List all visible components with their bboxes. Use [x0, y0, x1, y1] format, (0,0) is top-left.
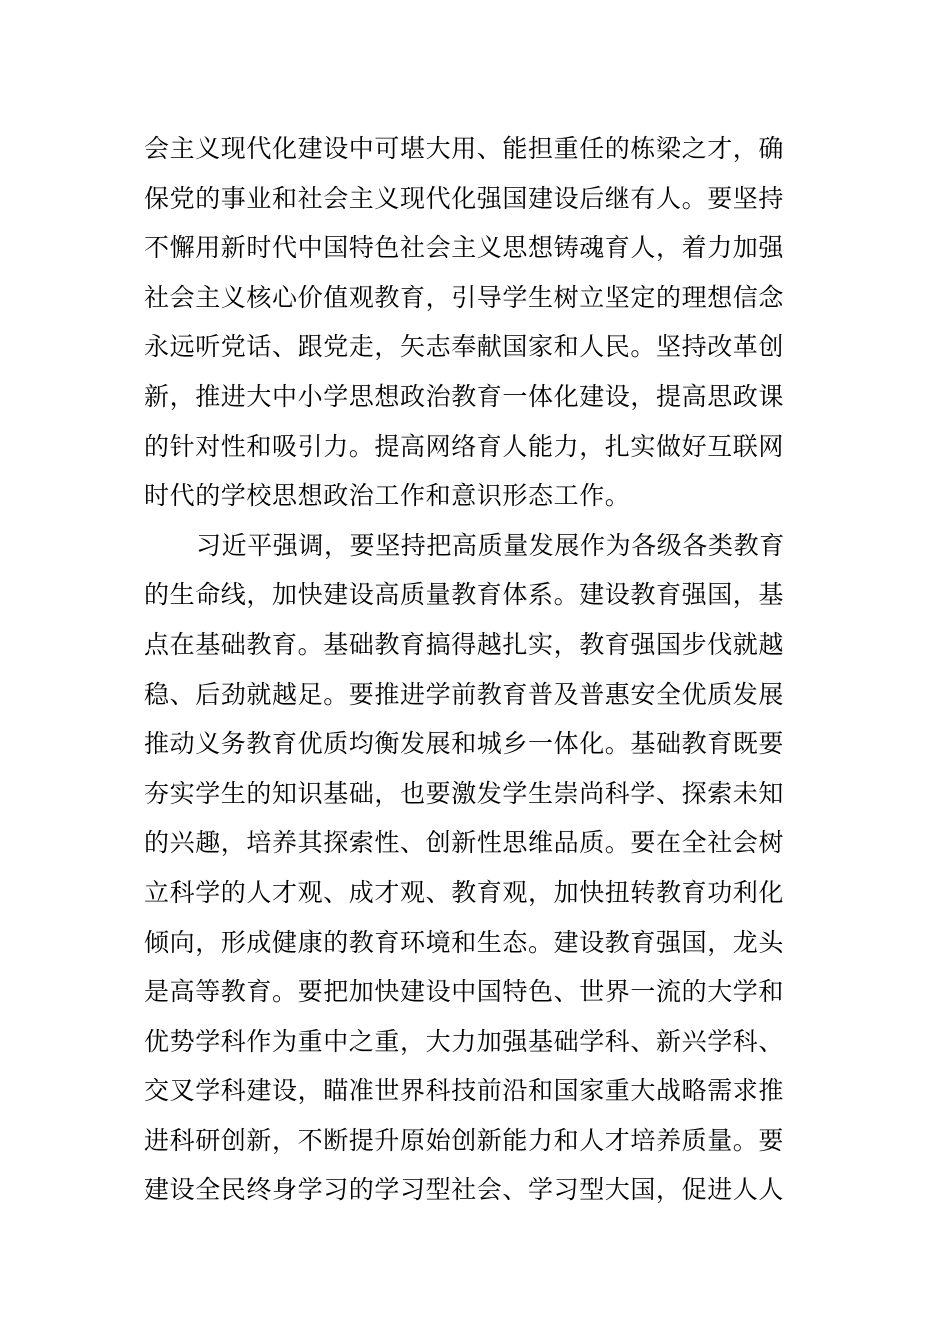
text-line: 进科研创新，不断提升原始创新能力和人才培养质量。要 — [144, 1125, 785, 1155]
text-line: 的兴趣，培养其探索性、创新性思维品质。要在全社会树 — [144, 828, 785, 858]
text-line: 新，推进大中小学思想政治教育一体化建设，提高思政课 — [144, 381, 785, 411]
text-line: 的针对性和吸引力。提高网络育人能力，扎实做好互联网 — [144, 431, 785, 461]
text-line: 稳、后劲就越足。要推进学前教育普及普惠安全优质发展 — [144, 679, 785, 709]
text-line: 会主义现代化建设中可堪大用、能担重任的栋梁之才，确 — [144, 134, 785, 163]
text-line: 倾向，形成健康的教育环境和生态。建设教育强国，龙头 — [144, 927, 785, 957]
text-line: 时代的学校思想政治工作和意识形态工作。 — [144, 481, 631, 511]
text-line: 社会主义核心价值观教育，引导学生树立坚定的理想信念 — [144, 282, 785, 312]
text-line: 交叉学科建设，瞄准世界科技前沿和国家重大战略需求推 — [144, 1076, 785, 1106]
text-line: 永远听党话、跟党走，矢志奉献国家和人民。坚持改革创 — [144, 332, 785, 362]
text-line: 建设全民终身学习的学习型社会、学习型大国，促进人人 — [144, 1175, 785, 1205]
text-line: 不懈用新时代中国特色社会主义思想铸魂育人，着力加强 — [144, 233, 785, 263]
text-line: 保党的事业和社会主义现代化强国建设后继有人。要坚持 — [144, 183, 785, 213]
text-line: 的生命线，加快建设高质量教育体系。建设教育强国，基 — [144, 580, 785, 610]
text-line: 夯实学生的知识基础，也要激发学生崇尚科学、探索未知 — [144, 778, 785, 808]
text-line: 立科学的人才观、成才观、教育观，加快扭转教育功利化 — [144, 877, 785, 907]
text-line: 是高等教育。要把加快建设中国特色、世界一流的大学和 — [144, 977, 785, 1007]
text-line: 推动义务教育优质均衡发展和城乡一体化。基础教育既要 — [144, 729, 785, 759]
text-line: 优势学科作为重中之重，大力加强基础学科、新兴学科、 — [144, 1026, 785, 1056]
body-text — [144, 124, 814, 1215]
text-line: 点在基础教育。基础教育搞得越扎实，教育强国步伐就越 — [144, 629, 785, 659]
paragraph-first-line: 习近平强调，要坚持把高质量发展作为各级各类教育 — [196, 530, 785, 560]
